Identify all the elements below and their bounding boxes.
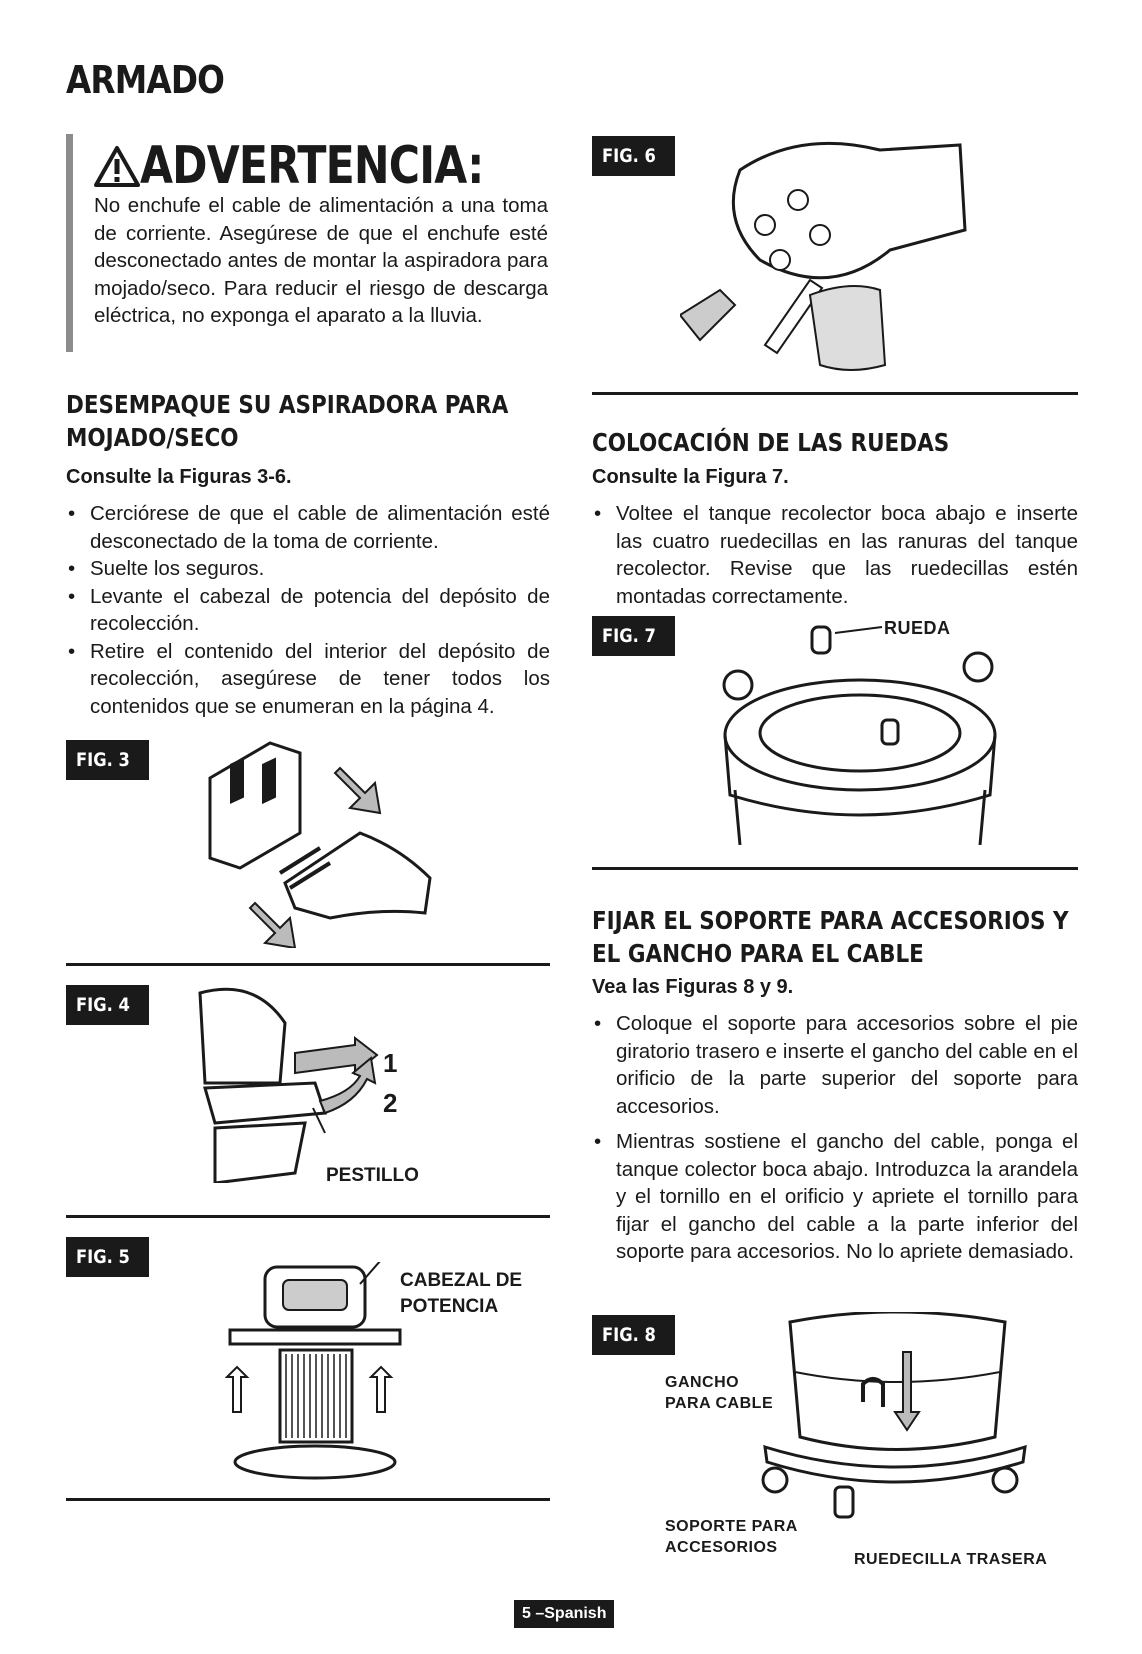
fig4-step-1: 1 [383, 1048, 398, 1078]
fig8-illustration [755, 1312, 1035, 1532]
list-item: • Levante el cabezal de potencia del depósito de recolección. [66, 583, 550, 638]
unpack-subheading: Consulte la Figuras 3-6. [66, 466, 292, 488]
wheels-heading: COLOCACIÓN DE LAS RUEDAS [592, 428, 950, 457]
fig8-callout-hook [665, 1372, 773, 1414]
divider [66, 963, 550, 966]
fig3-label: FIG. 3 [66, 740, 149, 780]
unpack-bullet-list [66, 500, 550, 720]
fig4-label: FIG. 4 [66, 985, 149, 1025]
fig5-label: FIG. 5 [66, 1237, 149, 1277]
fig5-illustration [225, 1262, 405, 1482]
fig4-illustration [195, 983, 415, 1183]
list-item: • Retire el contenido del interior del depósito de recolección, asegúrese de tener todos los contenidos que se enumeran en la página 4. [66, 638, 550, 721]
accessory-heading-line1: FIJAR EL SOPORTE PARA ACCESORIOS Y [592, 906, 1069, 935]
accessory-bullet-list [592, 1010, 1078, 1266]
fig8-callout-hook-line2: PARA CABLE [665, 1395, 774, 1412]
fig8-callout-caster: RUEDECILLA TRASERA [854, 1551, 1048, 1568]
wheels-subheading: Consulte la Figura 7. [592, 466, 789, 488]
divider [66, 1215, 550, 1218]
fig3-illustration [200, 738, 440, 948]
unpack-heading-line2: MOJADO/SECO [66, 423, 239, 452]
accessory-heading-line2: EL GANCHO PARA EL CABLE [592, 939, 924, 968]
page-number: 5 –Spanish [514, 1600, 614, 1628]
page-title: ARMADO [66, 58, 225, 102]
list-item: • Voltee el tanque recolector boca abajo e inserte las cuatro ruedecillas en las ranuras del tanque recolector. Revise que las ruedecillas estén montadas correctamente. [592, 500, 1078, 610]
warning-text: No enchufe el cable de alimentación a una toma de corriente. Asegúrese de que el enchufe esté desconectado antes de montar la aspiradora para mojado/seco. Para reducir el riesgo de descarga eléctrica, no exponga el aparato a la lluvia. [94, 194, 548, 327]
list-item: • Suelte los seguros. [66, 555, 550, 583]
warning-bar [66, 134, 73, 352]
unpack-heading-line1: DESEMPAQUE SU ASPIRADORA PARA [66, 390, 509, 419]
list-item: • Mientras sostiene el gancho del cable, ponga el tanque colector boca abajo. Introduzca la arandela y el tornillo en el orificio y apriete el tornillo para fijar el gancho del cable a la parte inferior del soporte para accesorios. No lo apriete demasiado. [592, 1128, 1078, 1266]
fig4-step-2: 2 [383, 1088, 398, 1118]
fig7-illustration [710, 615, 1010, 845]
wheels-bullet-list [592, 500, 1078, 610]
fig8-label: FIG. 8 [592, 1315, 675, 1355]
unpack-heading [66, 388, 580, 454]
fig7-label: FIG. 7 [592, 616, 675, 656]
warning-triangle-icon [94, 145, 140, 187]
fig4-callout-pestillo: PESTILLO [326, 1165, 419, 1186]
fig6-label: FIG. 6 [592, 136, 675, 176]
divider [592, 392, 1078, 395]
list-item: • Cerciórese de que el cable de alimentación esté desconectado de la toma de corriente. [66, 500, 550, 555]
fig7-callout-rueda: RUEDA [884, 618, 951, 638]
accessory-subheading: Vea las Figuras 8 y 9. [592, 976, 794, 998]
fig6-illustration [680, 140, 1010, 380]
warning-heading-text: ADVERTENCIA: [140, 136, 484, 196]
list-item: • Coloque el soporte para accesorios sobre el pie giratorio trasero e inserte el gancho del cable en el orificio de la parte superior del soporte para accesorios. [592, 1010, 1078, 1120]
fig5-callout-line2: POTENCIA [400, 1296, 499, 1317]
fig5-callout [400, 1268, 522, 1320]
accessory-heading [592, 904, 1142, 970]
fig8-callout-support-line1: SOPORTE PARA [665, 1518, 798, 1535]
fig8-callout-support [665, 1516, 798, 1558]
divider [66, 1498, 550, 1501]
fig5-callout-line1: CABEZAL DE [400, 1270, 523, 1291]
divider [592, 867, 1078, 870]
fig8-callout-support-line2: ACCESORIOS [665, 1539, 778, 1556]
warning-heading [94, 136, 559, 196]
fig8-callout-hook-line1: GANCHO [665, 1374, 740, 1391]
